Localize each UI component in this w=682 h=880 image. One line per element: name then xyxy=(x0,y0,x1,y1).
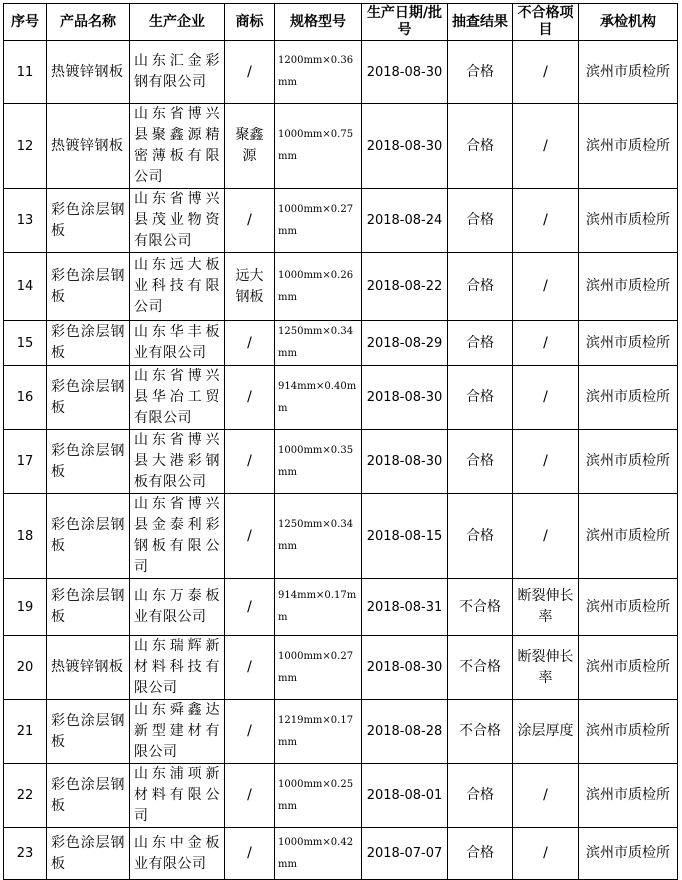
cell-agency: 滨州市质检所 xyxy=(579,636,678,700)
cell-result: 合格 xyxy=(448,41,513,104)
cell-brand: / xyxy=(225,321,275,366)
cell-product: 彩色涂层钢板 xyxy=(47,189,130,253)
cell-agency: 滨州市质检所 xyxy=(579,366,678,430)
cell-date: 2018-08-28 xyxy=(362,700,448,764)
cell-agency: 滨州市质检所 xyxy=(579,253,678,321)
cell-brand: 远大钢板 xyxy=(225,253,275,321)
cell-failed-items: / xyxy=(513,430,579,494)
cell-spec: 1250mm×0.34mm xyxy=(275,321,362,366)
cell-spec: 1000mm×0.27mm xyxy=(275,189,362,253)
cell-date: 2018-08-22 xyxy=(362,253,448,321)
cell-failed-items: / xyxy=(513,41,579,104)
cell-product: 彩色涂层钢板 xyxy=(47,828,130,880)
table-row xyxy=(4,104,678,189)
header-brand: 商标 xyxy=(225,4,275,41)
cell-brand: / xyxy=(225,764,275,828)
cell-company: 山东浦项新材料有限公司 xyxy=(130,764,225,828)
inspection-results-table xyxy=(3,3,678,880)
cell-company: 山东省博兴县华冶工贸有限公司 xyxy=(130,366,225,430)
header-company: 生产企业 xyxy=(130,4,225,41)
cell-product: 彩色涂层钢板 xyxy=(47,700,130,764)
table-row xyxy=(4,636,678,700)
cell-spec: 1000mm×0.27mm xyxy=(275,636,362,700)
cell-seq: 21 xyxy=(4,700,47,764)
cell-product: 彩色涂层钢板 xyxy=(47,494,130,579)
cell-date: 2018-08-30 xyxy=(362,104,448,189)
cell-result: 合格 xyxy=(448,430,513,494)
cell-result: 合格 xyxy=(448,828,513,880)
cell-seq: 11 xyxy=(4,41,47,104)
cell-result: 不合格 xyxy=(448,636,513,700)
cell-result: 不合格 xyxy=(448,579,513,636)
cell-brand: / xyxy=(225,430,275,494)
cell-result: 合格 xyxy=(448,321,513,366)
table-row xyxy=(4,189,678,253)
cell-company: 山东省博兴县金泰利彩钢板有限公司 xyxy=(130,494,225,579)
cell-brand: / xyxy=(225,579,275,636)
cell-failed-items: / xyxy=(513,253,579,321)
cell-seq: 12 xyxy=(4,104,47,189)
header-failed-items: 不合格项目 xyxy=(513,4,579,41)
cell-agency: 滨州市质检所 xyxy=(579,764,678,828)
table-row xyxy=(4,366,678,430)
cell-spec: 1250mm×0.34mm xyxy=(275,494,362,579)
cell-company: 山东省博兴县大港彩钢板有限公司 xyxy=(130,430,225,494)
cell-spec: 1200mm×0.36mm xyxy=(275,41,362,104)
cell-seq: 22 xyxy=(4,764,47,828)
cell-seq: 23 xyxy=(4,828,47,880)
cell-date: 2018-08-01 xyxy=(362,764,448,828)
cell-product: 热镀锌钢板 xyxy=(47,636,130,700)
cell-result: 合格 xyxy=(448,189,513,253)
cell-product: 彩色涂层钢板 xyxy=(47,366,130,430)
cell-agency: 滨州市质检所 xyxy=(579,189,678,253)
cell-agency: 滨州市质检所 xyxy=(579,104,678,189)
cell-seq: 17 xyxy=(4,430,47,494)
cell-date: 2018-08-30 xyxy=(362,430,448,494)
cell-failed-items: / xyxy=(513,828,579,880)
cell-product: 热镀锌钢板 xyxy=(47,104,130,189)
table-row xyxy=(4,430,678,494)
cell-failed-items: 断裂伸长率 xyxy=(513,636,579,700)
cell-seq: 13 xyxy=(4,189,47,253)
cell-failed-items: 断裂伸长率 xyxy=(513,579,579,636)
cell-seq: 19 xyxy=(4,579,47,636)
cell-agency: 滨州市质检所 xyxy=(579,828,678,880)
cell-spec: 1000mm×0.42mm xyxy=(275,828,362,880)
cell-spec: 1219mm×0.17mm xyxy=(275,700,362,764)
header-agency: 承检机构 xyxy=(579,4,678,41)
cell-spec: 1000mm×0.25mm xyxy=(275,764,362,828)
cell-failed-items: / xyxy=(513,189,579,253)
cell-failed-items: / xyxy=(513,366,579,430)
cell-brand: / xyxy=(225,494,275,579)
cell-product: 彩色涂层钢板 xyxy=(47,253,130,321)
cell-result: 合格 xyxy=(448,494,513,579)
cell-result: 合格 xyxy=(448,253,513,321)
cell-failed-items: / xyxy=(513,321,579,366)
cell-product: 热镀锌钢板 xyxy=(47,41,130,104)
cell-date: 2018-08-30 xyxy=(362,366,448,430)
cell-failed-items: / xyxy=(513,494,579,579)
table-row xyxy=(4,828,678,880)
header-product: 产品名称 xyxy=(47,4,130,41)
cell-agency: 滨州市质检所 xyxy=(579,321,678,366)
cell-agency: 滨州市质检所 xyxy=(579,41,678,104)
cell-product: 彩色涂层钢板 xyxy=(47,579,130,636)
cell-company: 山东瑞辉新材料科技有限公司 xyxy=(130,636,225,700)
cell-seq: 15 xyxy=(4,321,47,366)
cell-product: 彩色涂层钢板 xyxy=(47,430,130,494)
cell-company: 山东中金板业有限公司 xyxy=(130,828,225,880)
cell-agency: 滨州市质检所 xyxy=(579,700,678,764)
cell-brand: / xyxy=(225,828,275,880)
table-row xyxy=(4,764,678,828)
cell-result: 不合格 xyxy=(448,700,513,764)
cell-company: 山东万泰板业有限公司 xyxy=(130,579,225,636)
cell-company: 山东汇金彩钢有限公司 xyxy=(130,41,225,104)
cell-date: 2018-08-29 xyxy=(362,321,448,366)
cell-seq: 20 xyxy=(4,636,47,700)
table-row xyxy=(4,253,678,321)
cell-company: 山东远大板业科技有限公司 xyxy=(130,253,225,321)
cell-brand: / xyxy=(225,700,275,764)
cell-spec: 1000mm×0.75mm xyxy=(275,104,362,189)
table-row xyxy=(4,494,678,579)
cell-brand: / xyxy=(225,636,275,700)
cell-date: 2018-08-15 xyxy=(362,494,448,579)
cell-spec: 1000mm×0.35mm xyxy=(275,430,362,494)
cell-date: 2018-08-30 xyxy=(362,636,448,700)
cell-result: 合格 xyxy=(448,366,513,430)
cell-spec: 914mm×0.40mm xyxy=(275,366,362,430)
cell-brand: / xyxy=(225,189,275,253)
table-row xyxy=(4,700,678,764)
table-row xyxy=(4,579,678,636)
cell-agency: 滨州市质检所 xyxy=(579,579,678,636)
cell-brand: / xyxy=(225,366,275,430)
cell-brand: 聚鑫源 xyxy=(225,104,275,189)
cell-product: 彩色涂层钢板 xyxy=(47,321,130,366)
cell-failed-items: 涂层厚度 xyxy=(513,700,579,764)
cell-agency: 滨州市质检所 xyxy=(579,494,678,579)
table-row xyxy=(4,321,678,366)
cell-date: 2018-07-07 xyxy=(362,828,448,880)
cell-agency: 滨州市质检所 xyxy=(579,430,678,494)
cell-seq: 14 xyxy=(4,253,47,321)
header-result: 抽查结果 xyxy=(448,4,513,41)
cell-result: 合格 xyxy=(448,764,513,828)
cell-company: 山东舜鑫达新型建材有限公司 xyxy=(130,700,225,764)
table-row xyxy=(4,41,678,104)
cell-failed-items: / xyxy=(513,104,579,189)
cell-brand: / xyxy=(225,41,275,104)
header-spec: 规格型号 xyxy=(275,4,362,41)
cell-date: 2018-08-24 xyxy=(362,189,448,253)
header-seq: 序号 xyxy=(4,4,47,41)
cell-seq: 18 xyxy=(4,494,47,579)
cell-date: 2018-08-30 xyxy=(362,41,448,104)
cell-company: 山东华丰板业有限公司 xyxy=(130,321,225,366)
cell-result: 合格 xyxy=(448,104,513,189)
cell-company: 山东省博兴县茂业物资有限公司 xyxy=(130,189,225,253)
cell-date: 2018-08-31 xyxy=(362,579,448,636)
header-date: 生产日期/批号 xyxy=(362,4,448,41)
cell-product: 彩色涂层钢板 xyxy=(47,764,130,828)
cell-failed-items: / xyxy=(513,764,579,828)
cell-spec: 914mm×0.17mm xyxy=(275,579,362,636)
cell-seq: 16 xyxy=(4,366,47,430)
cell-spec: 1000mm×0.26mm xyxy=(275,253,362,321)
table-header-row xyxy=(4,4,678,41)
cell-company: 山东省博兴县聚鑫源精密薄板有限公司 xyxy=(130,104,225,189)
